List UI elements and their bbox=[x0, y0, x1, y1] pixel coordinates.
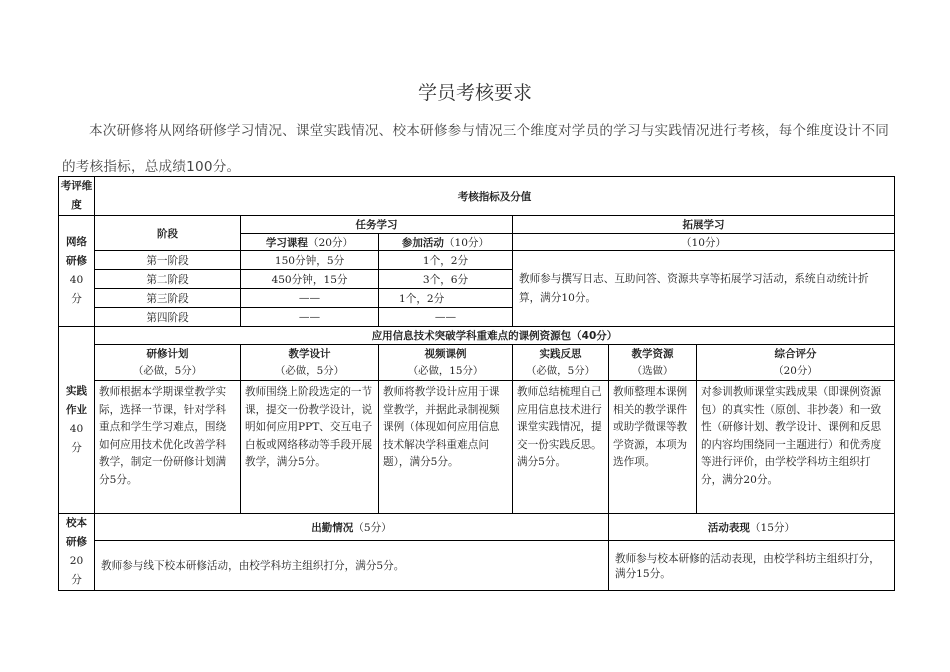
practice-items-desc-row bbox=[59, 381, 895, 514]
activity-value: —— bbox=[379, 308, 513, 327]
stage-name: 第一阶段 bbox=[95, 251, 241, 270]
stage-name: 第四阶段 bbox=[95, 308, 241, 327]
assessment-table bbox=[58, 176, 895, 591]
school-dimension-score: 20分 bbox=[69, 555, 84, 586]
performance-header: 活动表现（15分） bbox=[609, 514, 895, 541]
online-header-row-1 bbox=[59, 216, 895, 234]
course-value: 150分钟，5分 bbox=[241, 251, 379, 270]
practice-dimension-cell bbox=[59, 327, 95, 514]
practice-dimension-name: 实践作业 bbox=[66, 385, 87, 416]
performance-desc: 教师参与校本研修的活动表现，由校学科坊主组织打分，满分15分。 bbox=[609, 541, 895, 591]
course-value: 450分钟，15分 bbox=[241, 270, 379, 289]
course-header: 学习课程（20分） bbox=[241, 234, 379, 251]
course-value: —— bbox=[241, 308, 379, 327]
attendance-header: 出勤情况（5分） bbox=[95, 514, 609, 541]
header-row bbox=[59, 177, 895, 216]
practice-item-header: 教学资源 （选做） bbox=[609, 345, 697, 381]
header-dimension: 考评维度 bbox=[59, 177, 95, 216]
practice-item-desc: 教师将教学设计应用于课堂教学，并据此录制视频课例（体现如何应用信息技术解决学科重难点问题），满分5分。 bbox=[379, 381, 513, 514]
activity-value: 1个，2分 bbox=[379, 251, 513, 270]
ext-description: 教师参与撰写日志、互助问答、资源共享等拓展学习活动，系统自动统计折算，满分10分。 bbox=[513, 251, 895, 327]
practice-item-desc: 教师根据本学期课堂教学实际，选择一节课，针对学科重点和学生学习难点，围绕如何应用技术优化改善学科教学，制定一份研修计划满分5分。 bbox=[95, 381, 241, 514]
package-title: 应用信息技术突破学科重难点的课例资源包（40分） bbox=[95, 327, 895, 345]
practice-package-row bbox=[59, 327, 895, 345]
stage-header: 阶段 bbox=[95, 216, 241, 251]
online-dimension-score: 40分 bbox=[69, 274, 84, 305]
attendance-desc: 教师参与线下校本研修活动，由校学科坊主组织打分，满分5分。 bbox=[95, 541, 609, 591]
school-dimension-name: 校本研修 bbox=[66, 517, 87, 548]
online-dimension-name: 网络研修 bbox=[66, 236, 87, 267]
stage-name: 第三阶段 bbox=[95, 289, 241, 308]
course-value: —— bbox=[241, 289, 379, 308]
practice-item-header: 综合评分 （20分） bbox=[697, 345, 895, 381]
practice-item-header: 教学设计 （必做，5分） bbox=[241, 345, 379, 381]
school-desc-row bbox=[59, 541, 895, 591]
online-dimension-cell bbox=[59, 216, 95, 327]
school-dimension-cell bbox=[59, 514, 95, 591]
stage-row bbox=[59, 251, 895, 270]
document-title: 学员考核要求 bbox=[417, 82, 532, 104]
practice-item-header: 研修计划 （必做，5分） bbox=[95, 345, 241, 381]
activity-header: 参加活动（10分） bbox=[379, 234, 513, 251]
practice-item-desc: 教师整理本课例相关的教学课件或助学微课等教学资源，本项为选作项。 bbox=[609, 381, 697, 514]
practice-item-desc: 教师总结梳理自己应用信息技术进行课堂实践情况，提交一份实践反思。满分5分。 bbox=[513, 381, 609, 514]
practice-item-header: 实践反思 （必做，5分） bbox=[513, 345, 609, 381]
intro-paragraph: 本次研修将从网络研修学习情况、课堂实践情况、校本研修参与情况三个维度对学员的学习与实践情况进行考核，每个维度设计不同的考核指标，总成绩100分。 bbox=[62, 123, 890, 175]
practice-items-header-row bbox=[59, 345, 895, 381]
header-indicators: 考核指标及分值 bbox=[95, 177, 895, 216]
practice-item-header: 视频课例 （必做，15分） bbox=[379, 345, 513, 381]
ext-study-header: 拓展学习 bbox=[513, 216, 895, 234]
stage-name: 第二阶段 bbox=[95, 270, 241, 289]
practice-item-desc: 对参训教师课堂实践成果（即课例资源包）的真实性（原创、非抄袭）和一致性（研修计划、教学设计、课例和反思的内容均围绕同一主题进行）和优秀度等进行评价，由学校学科坊主组织打分，满分20分。 bbox=[697, 381, 895, 514]
ext-score: （10分） bbox=[513, 234, 895, 251]
practice-item-desc: 教师围绕上阶段选定的一节课，提交一份教学设计，说明如何应用PPT、交互电子白板或网络移动等手段开展教学，满分5分。 bbox=[241, 381, 379, 514]
activity-value: 3个，6分 bbox=[379, 270, 513, 289]
practice-dimension-score: 40分 bbox=[69, 423, 84, 454]
activity-value: 1个，2分 bbox=[379, 289, 513, 308]
task-study-header: 任务学习 bbox=[241, 216, 513, 234]
school-header-row bbox=[59, 514, 895, 541]
